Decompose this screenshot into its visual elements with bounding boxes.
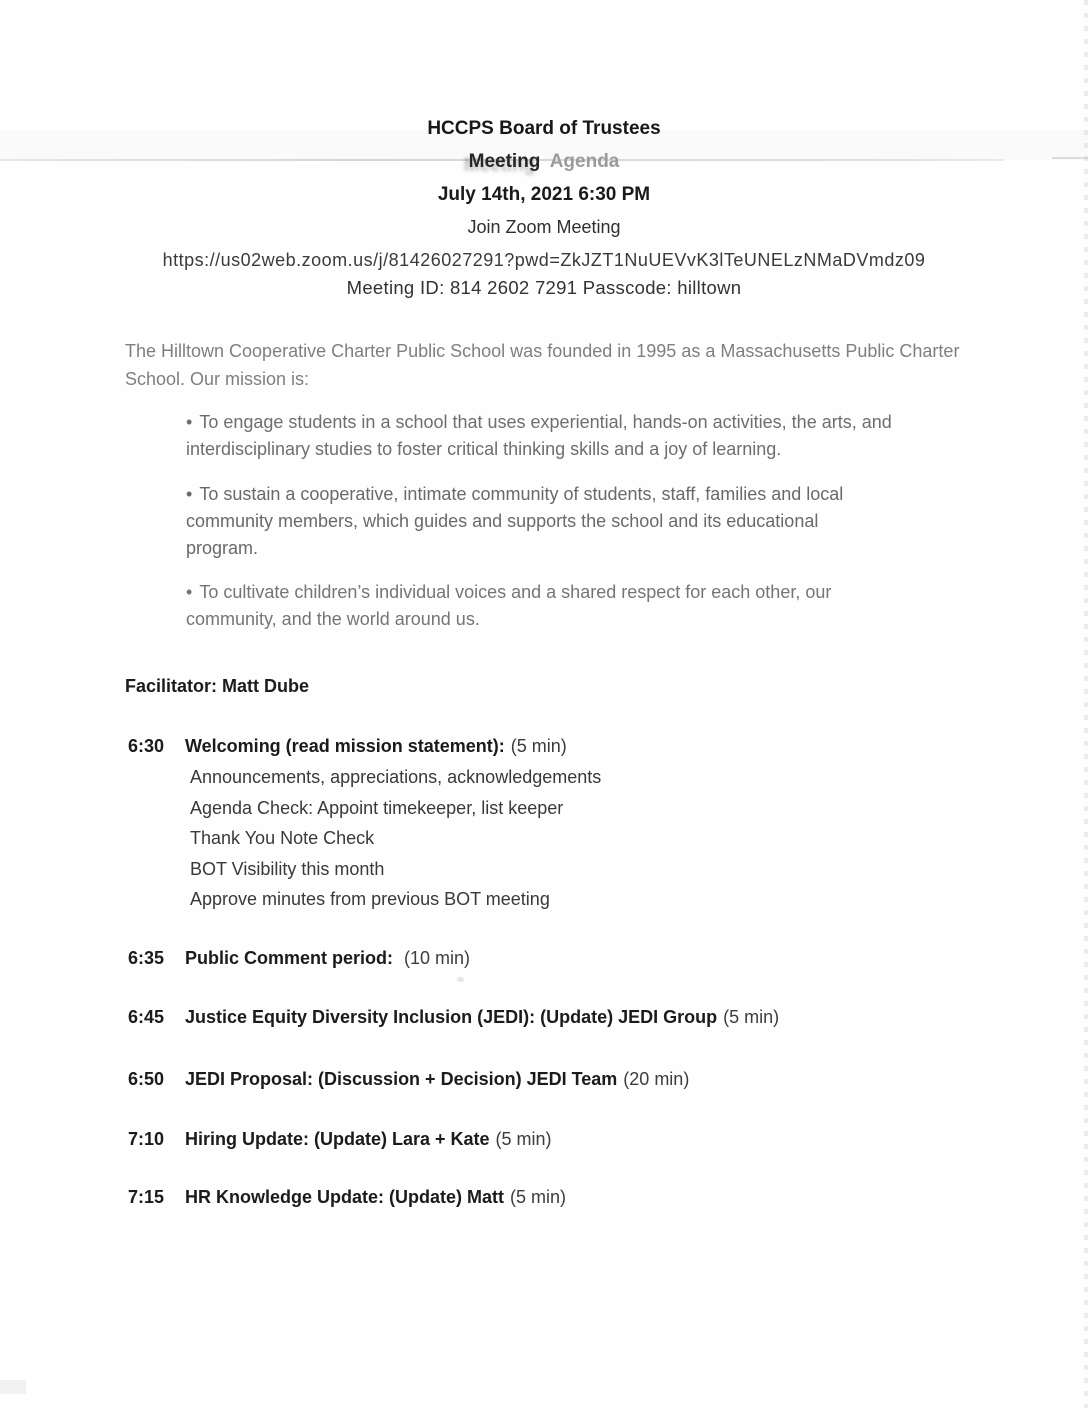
agenda-title: Welcoming (read mission statement): bbox=[185, 736, 505, 756]
agenda-time: 6:45 bbox=[128, 1007, 165, 1027]
subitem-thank-you-note: Thank You Note Check bbox=[190, 828, 375, 848]
agenda-time: 7:10 bbox=[128, 1129, 165, 1149]
zoom-meeting-url: https://us02web.zoom.us/j/81426027291?pwd=ZkJZT1NuUEVvK3lTeUNELzNMaDVmdz09 bbox=[162, 250, 926, 270]
mission-bullet-2 bbox=[186, 481, 886, 562]
agenda-item-jedi-proposal bbox=[128, 1069, 689, 1090]
agenda-time: 6:50 bbox=[128, 1069, 165, 1089]
agenda-time: 6:30 bbox=[128, 736, 165, 756]
bullet-icon: • bbox=[186, 484, 193, 504]
subitem-announcements: Announcements, appreciations, acknowledgements bbox=[190, 767, 602, 787]
agenda-duration: (5 min) bbox=[510, 736, 567, 756]
mission-intro-paragraph: The Hilltown Cooperative Charter Public School was founded in 1995 as a Massachusetts Public Charter School. Our mission is: bbox=[125, 341, 960, 389]
doc-subtitle-meeting: Meeting bbox=[468, 151, 541, 172]
meeting-datetime: July 14th, 2021 6:30 PM bbox=[437, 184, 651, 205]
agenda-title: JEDI Proposal: (Discussion + Decision) JEDI Team bbox=[185, 1069, 618, 1089]
agenda-duration: (5 min) bbox=[495, 1129, 552, 1149]
agenda-item-hiring-update bbox=[128, 1129, 552, 1150]
facilitator-line: Facilitator: Matt Dube bbox=[125, 676, 310, 696]
agenda-duration: (5 min) bbox=[723, 1007, 780, 1027]
scan-dot-artifact bbox=[457, 977, 464, 982]
doc-title: HCCPS Board of Trustees bbox=[427, 118, 661, 139]
agenda-title: Justice Equity Diversity Inclusion (JEDI): (Update) JEDI Group bbox=[185, 1007, 718, 1027]
mission-bullet-3 bbox=[186, 579, 898, 633]
agenda-duration: (10 min) bbox=[404, 948, 471, 968]
doc-subtitle-agenda: Agenda bbox=[549, 151, 620, 172]
subitem-bot-visibility: BOT Visibility this month bbox=[190, 858, 385, 879]
mission-bullet-2-text: To sustain a cooperative, intimate community of students, staff, families and local community members, which guides and supports the school and its educational program. bbox=[186, 484, 844, 558]
agenda-time: 6:35 bbox=[128, 948, 165, 968]
bullet-icon: • bbox=[186, 582, 193, 602]
meeting-id-passcode: Meeting ID: 814 2602 7291 Passcode: hilltown bbox=[346, 277, 742, 298]
agenda-title: HR Knowledge Update: (Update) Matt bbox=[185, 1187, 504, 1207]
join-zoom-label: Join Zoom Meeting bbox=[467, 217, 621, 237]
agenda-duration: (20 min) bbox=[623, 1069, 690, 1089]
subitem-approve-minutes: Approve minutes from previous BOT meeting bbox=[190, 889, 550, 909]
agenda-title: Public Comment period: bbox=[185, 948, 394, 968]
agenda-title: Hiring Update: (Update) Lara + Kate bbox=[185, 1129, 490, 1149]
agenda-time: 7:15 bbox=[128, 1187, 165, 1207]
mission-bullet-3-text: To cultivate children’s individual voices and a shared respect for each other, our community, and the world around us. bbox=[186, 582, 832, 629]
scan-edge-noise bbox=[1084, 0, 1088, 1408]
mission-bullet-1 bbox=[186, 409, 958, 463]
doc-subtitle bbox=[0, 151, 1088, 173]
agenda-item-welcoming bbox=[128, 736, 567, 757]
subitem-agenda-check: Agenda Check: Appoint timekeeper, list keeper bbox=[190, 797, 564, 818]
agenda-duration: (5 min) bbox=[510, 1187, 567, 1207]
scan-corner-smudge bbox=[0, 1380, 26, 1394]
agenda-item-public-comment bbox=[128, 948, 470, 969]
agenda-item-hr-knowledge-update bbox=[128, 1187, 566, 1208]
mission-bullet-1-text: To engage students in a school that uses experiential, hands-on activities, the arts, and interdisciplinary studies to foster critical thinking skills and a joy of learning. bbox=[186, 412, 892, 459]
agenda-welcoming-subitems bbox=[190, 762, 601, 915]
agenda-item-jedi-update bbox=[128, 1007, 779, 1028]
bullet-icon: • bbox=[186, 412, 193, 432]
